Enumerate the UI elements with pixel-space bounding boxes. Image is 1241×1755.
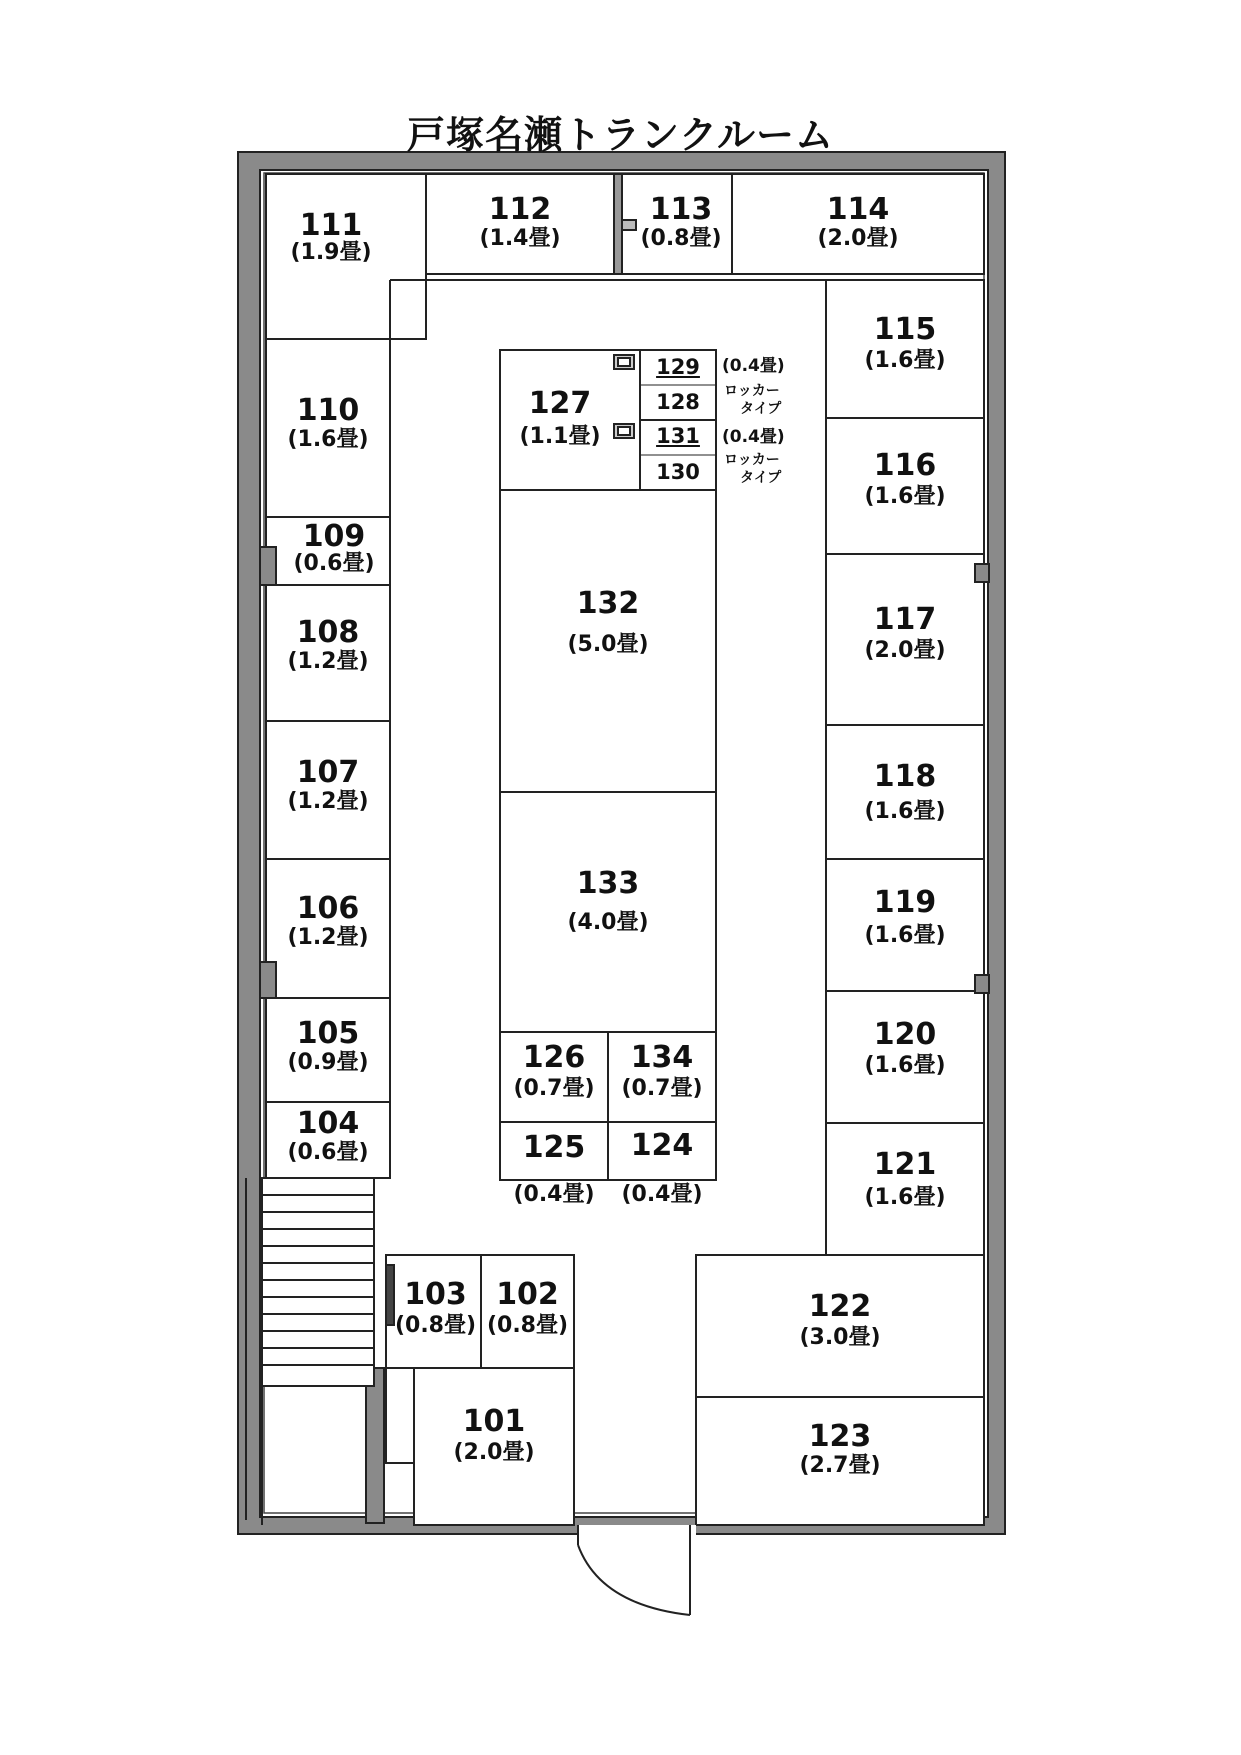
room-number: 115 bbox=[873, 312, 937, 347]
room-size: (0.7畳) bbox=[513, 1076, 595, 1101]
room-size: (0.8畳) bbox=[640, 226, 722, 251]
locker-type-label-1b: タイプ bbox=[740, 401, 782, 417]
locker-type-label-1a: ロッカー bbox=[724, 383, 780, 399]
room-size: (1.4畳) bbox=[479, 226, 561, 251]
room-number: 119 bbox=[873, 885, 937, 920]
locker-128[interactable]: 128 bbox=[656, 390, 700, 414]
room-111[interactable] bbox=[266, 174, 396, 339]
room-number: 117 bbox=[873, 602, 937, 637]
room-134[interactable] bbox=[608, 1032, 716, 1122]
room-120[interactable] bbox=[826, 991, 984, 1123]
room-105[interactable] bbox=[266, 998, 390, 1102]
room-size: (1.2畳) bbox=[287, 789, 369, 814]
room-number: 120 bbox=[873, 1017, 937, 1052]
room-133[interactable] bbox=[500, 792, 716, 1032]
room-size: (1.6畳) bbox=[864, 1053, 946, 1078]
room-number: 133 bbox=[576, 866, 640, 901]
room-number: 108 bbox=[296, 615, 360, 650]
room-size: (2.0畳) bbox=[817, 226, 899, 251]
room-number: 107 bbox=[296, 755, 360, 790]
room-size: (0.9畳) bbox=[287, 1050, 369, 1075]
page-title: 戸塚名瀬トランクルーム bbox=[406, 113, 835, 157]
room-size: (1.6畳) bbox=[864, 484, 946, 509]
room-103[interactable] bbox=[390, 1255, 481, 1368]
room-114[interactable] bbox=[732, 174, 984, 274]
room-number: 114 bbox=[826, 192, 890, 227]
locker-131[interactable]: 131 bbox=[656, 424, 700, 448]
room-size: (1.6畳) bbox=[864, 1185, 946, 1210]
room-size: (1.1畳) bbox=[519, 424, 601, 449]
room-size: (1.2畳) bbox=[287, 925, 369, 950]
room-number: 116 bbox=[873, 448, 937, 483]
room-106[interactable] bbox=[266, 859, 390, 998]
locker-group2-size: (0.4畳) bbox=[722, 427, 785, 447]
locker-type-label-2a: ロッカー bbox=[724, 452, 780, 468]
entrance-door bbox=[578, 1525, 696, 1615]
room-size: (0.4畳) bbox=[621, 1182, 703, 1207]
room-125[interactable] bbox=[500, 1122, 608, 1212]
room-size: (5.0畳) bbox=[567, 632, 649, 657]
room-101[interactable] bbox=[414, 1368, 574, 1525]
room-116[interactable] bbox=[826, 418, 984, 554]
room-size: (1.9畳) bbox=[290, 240, 372, 265]
locker-group1-size: (0.4畳) bbox=[722, 356, 785, 376]
room-117[interactable] bbox=[826, 554, 984, 725]
room-108[interactable] bbox=[266, 585, 390, 721]
room-number: 127 bbox=[528, 386, 592, 421]
room-124[interactable] bbox=[608, 1122, 716, 1212]
room-113[interactable] bbox=[630, 174, 732, 274]
room-size: (0.7畳) bbox=[621, 1076, 703, 1101]
room-size: (1.6畳) bbox=[864, 799, 946, 824]
room-size: (2.7畳) bbox=[799, 1453, 881, 1478]
room-number: 101 bbox=[462, 1404, 526, 1439]
room-112[interactable] bbox=[426, 174, 614, 274]
room-126[interactable] bbox=[500, 1032, 608, 1122]
room-number: 105 bbox=[296, 1016, 360, 1051]
room-102[interactable] bbox=[481, 1255, 574, 1368]
room-size: (3.0畳) bbox=[799, 1325, 881, 1350]
room-number: 132 bbox=[576, 586, 640, 621]
room-number: 122 bbox=[808, 1289, 872, 1324]
room-number: 113 bbox=[649, 192, 713, 227]
room-size: (4.0畳) bbox=[567, 910, 649, 935]
locker-129[interactable]: 129 bbox=[656, 355, 700, 379]
room-size: (1.6畳) bbox=[864, 348, 946, 373]
room-number: 112 bbox=[488, 192, 552, 227]
locker-130[interactable]: 130 bbox=[656, 460, 700, 484]
room-number: 123 bbox=[808, 1419, 872, 1454]
room-115[interactable] bbox=[826, 280, 984, 418]
room-number: 134 bbox=[630, 1040, 694, 1075]
room-104[interactable] bbox=[266, 1102, 390, 1178]
locker-type-label-2b: タイプ bbox=[740, 470, 782, 486]
room-number: 110 bbox=[296, 393, 360, 428]
room-size: (0.8畳) bbox=[394, 1313, 477, 1338]
room-number: 125 bbox=[522, 1130, 586, 1165]
room-number: 106 bbox=[296, 891, 360, 926]
room-number: 109 bbox=[302, 519, 366, 554]
room-size: (0.8畳) bbox=[486, 1313, 569, 1338]
room-118[interactable] bbox=[826, 725, 984, 859]
room-107[interactable] bbox=[266, 721, 390, 859]
room-number: 121 bbox=[873, 1147, 937, 1182]
room-122[interactable] bbox=[696, 1255, 984, 1397]
room-number: 111 bbox=[299, 208, 363, 243]
room-size: (1.6畳) bbox=[287, 427, 369, 452]
room-109[interactable] bbox=[272, 517, 396, 585]
room-size: (1.2畳) bbox=[287, 649, 369, 674]
room-121[interactable] bbox=[826, 1123, 984, 1255]
room-number: 118 bbox=[873, 759, 937, 794]
room-number: 124 bbox=[630, 1128, 694, 1163]
room-number: 104 bbox=[296, 1106, 360, 1141]
room-127[interactable] bbox=[500, 350, 620, 490]
room-size: (2.0畳) bbox=[453, 1440, 535, 1465]
room-123[interactable] bbox=[696, 1397, 984, 1525]
room-110[interactable] bbox=[266, 339, 390, 517]
room-size: (0.6畳) bbox=[293, 551, 375, 576]
room-size: (0.6畳) bbox=[287, 1140, 369, 1165]
room-size: (2.0畳) bbox=[864, 638, 946, 663]
room-number: 126 bbox=[522, 1040, 586, 1075]
room-number: 102 bbox=[496, 1277, 559, 1312]
room-132[interactable] bbox=[500, 490, 716, 792]
room-number: 103 bbox=[404, 1277, 467, 1312]
room-119[interactable] bbox=[826, 859, 984, 991]
room-size: (0.4畳) bbox=[513, 1182, 595, 1207]
room-size: (1.6畳) bbox=[864, 923, 946, 948]
